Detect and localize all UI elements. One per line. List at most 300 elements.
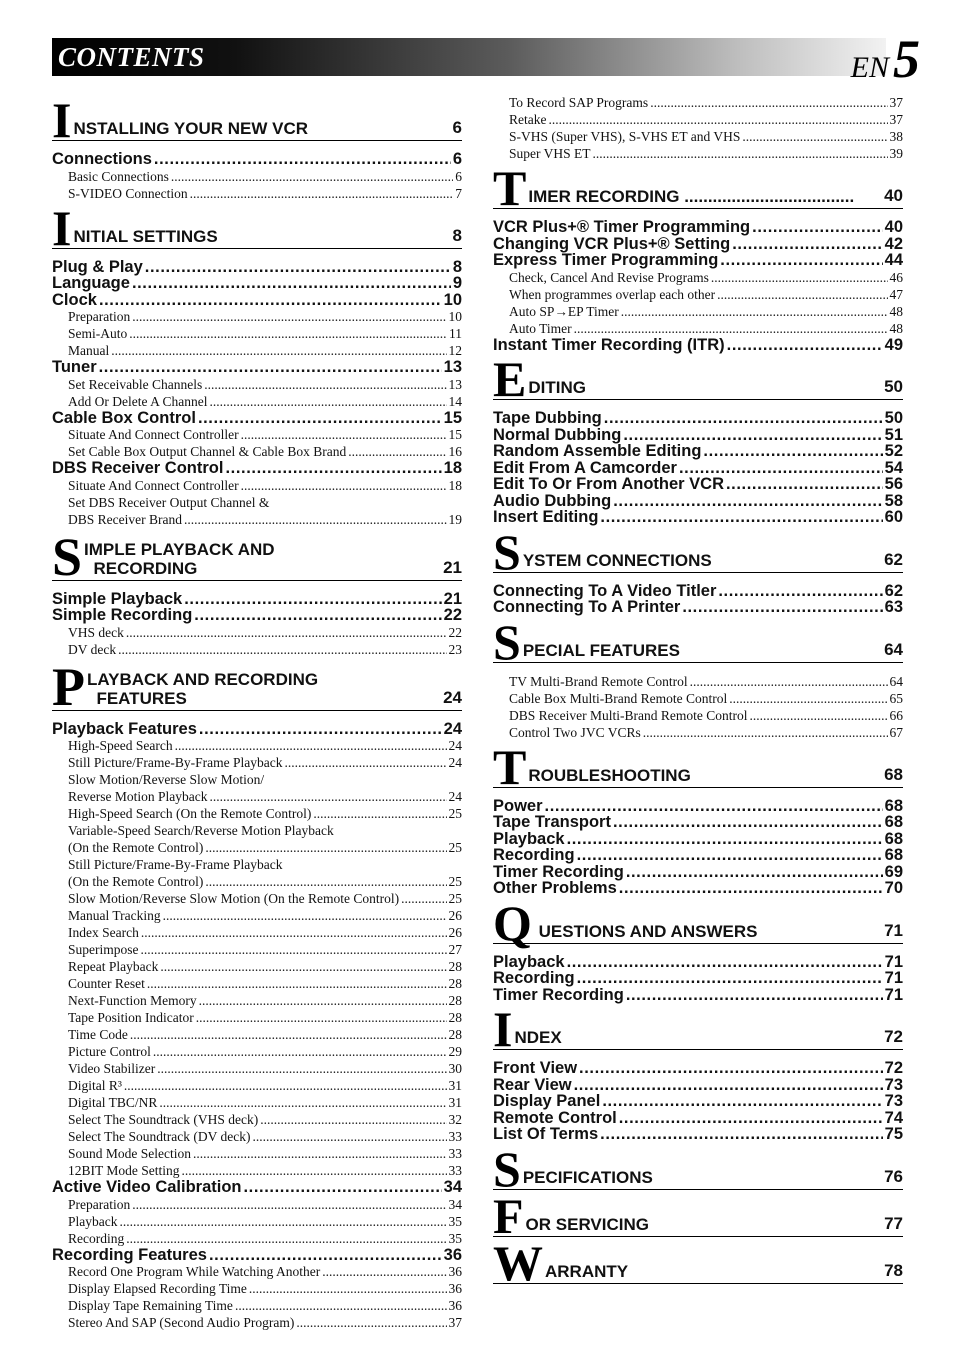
dot-leader [159,1094,446,1111]
toc-entry[interactable] [493,970,903,987]
dot-leader [643,724,888,741]
entry-title: Video Stabilizer [68,1061,156,1076]
entry-page: 36 [448,1298,462,1313]
dot-leader [579,1060,883,1077]
dot-leader [160,958,446,975]
toc-entry[interactable] [493,219,903,236]
entry-page: 44 [884,251,903,269]
section-initial: F [493,1187,524,1244]
toc-subentry[interactable] [52,185,462,202]
section-title: OR SERVICING [525,1214,649,1234]
toc-subentry[interactable] [52,511,462,528]
toc-entry[interactable] [493,476,903,493]
toc-subentry[interactable] [52,1314,462,1331]
dot-leader [130,1026,447,1043]
dot-leader [752,219,883,236]
dot-leader [711,269,888,286]
entry-page: 50 [884,409,903,427]
section-heading [493,1187,903,1244]
toc-subentry[interactable] [52,1111,462,1128]
entry-title: VHS deck [68,624,124,640]
section-initial: S [493,613,521,670]
toc-left-column [52,94,462,1331]
dot-leader [249,1280,447,1297]
entry-title: Recording [493,846,575,864]
entry-title: S-VHS (Super VHS), S-VHS ET and VHS [509,129,741,144]
toc-subentry[interactable] [493,673,903,690]
entry-title: Tape Position Indicator [68,1010,194,1025]
dot-leader [209,1247,442,1264]
section-page: 40 [884,186,903,205]
dot-leader [296,1314,446,1331]
dot-leader [205,839,446,856]
dot-leader [574,320,888,337]
toc-subentry[interactable] [493,303,903,320]
entry-title: Retake [509,112,547,127]
entry-page: 28 [448,1027,462,1042]
dot-leader [199,721,442,738]
toc-entry[interactable] [493,798,903,815]
entry-page: 18 [443,459,462,477]
dot-leader [348,443,446,460]
dot-leader [120,1213,447,1230]
dot-leader [626,987,883,1004]
entry-title: Timer Recording [493,985,624,1004]
dot-leader [720,252,882,269]
entry-page: 25 [448,806,462,821]
dot-leader [679,460,883,477]
toc-entry[interactable] [493,847,903,864]
toc-entry[interactable] [493,236,903,253]
toc-subentry[interactable] [52,426,462,443]
toc-subentry[interactable] [52,1230,462,1247]
toc-subentry[interactable] [493,724,903,741]
entry-title: DBS Receiver Multi-Brand Remote Control [509,707,748,723]
dot-leader [182,1162,447,1179]
entry-page: 65 [889,690,903,706]
page-number [851,28,920,90]
dot-leader [147,975,447,992]
entry-title: Record One Program While Watching Another [68,1264,321,1279]
entry-page: 12 [448,343,462,358]
entry-title: Recording Features [52,1245,207,1264]
entry-title: To Record SAP Programs [509,95,649,110]
dot-leader [196,1009,447,1026]
dot-leader [184,511,447,528]
spacer [493,788,903,798]
entry-title: Active Video Calibration [52,1178,242,1196]
entry-page: 7 [455,185,462,201]
entry-page: 73 [884,1075,903,1094]
dot-leader [623,427,882,444]
entry-page: 10 [448,309,462,324]
entry-title: High-Speed Search (On the Remote Control) [68,806,312,821]
entry-title: Express Timer Programming [493,251,719,269]
entry-title: Manual Tracking [68,908,161,923]
toc-entry[interactable] [52,292,462,309]
entry-title: Index Search [68,925,139,940]
section-page: 6 [452,118,462,137]
entry-page: 70 [884,879,903,897]
dot-leader [567,954,883,971]
toc-entry[interactable] [493,814,903,831]
entry-title: Digital TBC/NR [68,1095,158,1110]
toc-subentry[interactable] [52,624,462,641]
entry-page: 63 [884,598,903,616]
dot-leader [184,591,441,608]
dot-leader [682,599,882,616]
entry-page: 73 [884,1092,903,1110]
entry-title: Instant Timer Recording (ITR) [493,335,725,354]
section-heading [52,656,462,717]
toc-entry[interactable] [52,275,462,292]
dot-leader [163,907,447,924]
entry-title: Tuner [52,358,97,376]
entry-title: (On the Remote Control) [68,874,204,889]
toc-subentry[interactable] [52,376,462,393]
entry-title: Other Problems [493,879,617,897]
toc-entry[interactable] [493,599,903,616]
toc-subentry[interactable] [52,168,462,185]
toc-subentry[interactable] [493,286,903,303]
entry-title: Check, Cancel And Revise Programs [509,269,709,285]
dot-leader [132,275,451,292]
dot-leader [199,992,447,1009]
dot-leader [129,325,447,342]
dot-leader [205,873,446,890]
toc-subentry[interactable] [52,788,462,805]
toc-subentry[interactable] [52,393,462,410]
section-initial: P [52,656,85,717]
entry-page: 58 [884,491,903,510]
toc-subentry[interactable] [52,975,462,992]
dot-leader [284,754,446,771]
section-title: IMPLE PLAYBACK AND RECORDING [84,539,275,578]
dot-leader [621,303,888,320]
dot-leader [193,1145,447,1162]
entry-page: 37 [889,95,903,110]
toc-subentry[interactable] [52,1009,462,1026]
toc-entry[interactable] [493,583,903,600]
dot-leader [118,641,446,658]
entry-title: Audio Dubbing [493,491,612,510]
spacer [52,249,462,259]
entry-page: 38 [889,129,903,144]
entry-title: Remote Control [493,1108,617,1127]
entry-page: 36 [448,1264,462,1279]
section-page: 50 [884,377,903,396]
entry-page: 8 [452,257,462,276]
dot-leader [99,292,442,309]
toc-subentry[interactable] [52,325,462,342]
toc-subentry[interactable] [52,1263,462,1280]
toc-subentry[interactable] [493,320,903,337]
dot-leader [732,236,882,253]
section-initial: S [52,526,83,587]
toc-entry[interactable] [493,493,903,510]
toc-subentry[interactable] [52,754,462,771]
toc-subentry[interactable] [493,690,903,707]
entry-title: Select The Soundtrack (VHS deck) [68,1112,259,1127]
toc-entry[interactable] [52,359,462,376]
section-heading [52,92,462,148]
dot-leader [602,1093,882,1110]
entry-title: Rear View [493,1075,572,1094]
entry-page: 13 [448,376,462,392]
entry-page: 15 [448,427,462,442]
dot-leader [690,673,888,690]
entry-title: Still Picture/Frame-By-Frame Playback [68,755,283,770]
section-heading [493,1140,903,1197]
contents-banner [52,38,886,76]
entry-title: Manual [68,343,110,358]
toc-subentry[interactable] [52,1162,462,1179]
toc-subentry[interactable] [52,342,462,359]
entry-page: 31 [448,1078,462,1093]
toc-entry[interactable] [493,1060,903,1077]
entry-title: Stereo And SAP (Second Audio Program) [68,1315,295,1330]
entry-page: 71 [884,969,903,987]
entry-page: 72 [884,1059,903,1077]
entry-title: Playback Features [52,719,197,738]
section-page: 68 [884,764,903,784]
entry-page: 47 [889,286,903,302]
section-page: 64 [884,639,903,659]
dot-leader [545,798,883,815]
dot-leader [126,624,447,641]
toc-subentry[interactable] [52,924,462,941]
toc-entry[interactable] [493,410,903,427]
toc-entry[interactable] [493,337,903,354]
section-title: NITIAL SETTINGS [73,226,218,246]
dot-leader [204,376,446,393]
entry-title: TV Multi-Brand Remote Control [509,673,688,689]
page-title: CONTENTS [58,42,205,72]
entry-page: 37 [448,1315,462,1330]
toc-entry[interactable] [52,259,462,276]
toc-entry[interactable] [493,252,903,269]
entry-page: 30 [448,1061,462,1076]
toc-subentry[interactable] [52,1145,462,1162]
entry-page: 62 [884,581,903,600]
toc-subentry[interactable] [52,941,462,958]
section-page: 24 [443,687,462,707]
dot-leader [742,128,887,145]
toc-subentry[interactable] [52,1297,462,1314]
dot-leader [577,847,883,864]
toc-subentry-line: Still Picture/Frame-By-Frame Playback [68,857,283,872]
toc-subentry[interactable] [52,1213,462,1230]
dot-leader [600,509,882,526]
section-heading [52,526,462,587]
section-heading [493,1001,903,1057]
dot-leader [574,1077,883,1094]
section-heading [493,160,903,216]
entry-page: 34 [443,1178,462,1196]
toc-entry[interactable] [493,954,903,971]
toc-entry[interactable] [52,721,462,738]
entry-page: 28 [448,1010,462,1025]
toc-entry[interactable] [493,880,903,897]
toc-subentry-line: Variable-Speed Search/Reverse Motion Playback [68,823,334,838]
entry-page: 69 [884,862,903,881]
entry-page: 67 [889,724,903,740]
toc-subentry[interactable] [493,707,903,724]
section-initial: T [493,738,527,795]
toc-entry[interactable] [493,1077,903,1094]
toc-subentry[interactable] [493,269,903,286]
entry-page: 49 [884,335,903,354]
toc-entry[interactable] [493,831,903,848]
section-initial: S [493,523,521,580]
entry-title: High-Speed Search [68,738,173,753]
dot-leader [153,1043,447,1060]
toc-subentry[interactable] [52,907,462,924]
entry-title: Set Cable Box Output Channel & Cable Box Brand [68,444,347,459]
entry-page: 68 [884,813,903,831]
section-title: NSTALLING YOUR NEW VCR [73,119,309,138]
entry-title: 12BIT Mode Setting [68,1163,180,1178]
toc-subentry[interactable] [52,958,462,975]
toc-entry[interactable] [52,607,462,624]
entry-page: 36 [448,1281,462,1296]
entry-page: 6 [455,168,462,184]
toc-entry[interactable] [493,460,903,477]
spacer [493,944,903,954]
toc-subentry[interactable] [52,890,462,907]
toc-subentry[interactable] [52,477,462,494]
entry-page: 31 [448,1095,462,1110]
entry-page: 64 [889,673,903,689]
entry-title: Situate And Connect Controller [68,477,239,493]
toc-entry[interactable] [493,864,903,881]
entry-title: Next-Function Memory [68,993,197,1008]
entry-page: 28 [448,993,462,1008]
dot-leader [619,1110,883,1127]
entry-page: 75 [884,1125,903,1143]
dot-leader [401,890,446,907]
dot-leader [613,814,883,831]
toc-subentry[interactable] [52,873,462,890]
entry-title: Time Code [68,1027,128,1042]
toc-subentry[interactable] [52,443,462,460]
toc-entry[interactable] [52,410,462,427]
entry-title: Recording [68,1230,125,1246]
toc-subentry[interactable] [493,111,903,128]
toc-subentry[interactable] [52,1094,462,1111]
toc-subentry[interactable] [52,308,462,325]
entry-page: 11 [449,326,462,341]
toc-subentry[interactable] [493,128,903,145]
toc-subentry[interactable] [493,145,903,162]
entry-title: Superimpose [68,942,139,957]
entry-page: 24 [448,738,462,753]
toc-entry[interactable] [52,151,462,168]
toc-subentry[interactable] [52,1043,462,1060]
entry-page: 71 [884,985,903,1004]
entry-page: 46 [889,269,903,285]
toc-subentry[interactable] [52,1196,462,1213]
toc-subentry[interactable] [52,992,462,1009]
section-page: 77 [884,1213,903,1233]
toc-subentry[interactable] [52,1026,462,1043]
entry-title: Front View [493,1059,578,1077]
entry-page: 52 [884,442,903,460]
dot-leader [548,111,887,128]
toc-entry[interactable] [52,1247,462,1264]
entry-page: 10 [443,290,462,309]
toc-right-column [493,94,903,1291]
toc-subentry[interactable] [52,839,462,856]
dot-leader [626,864,883,881]
toc-entry[interactable] [493,987,903,1004]
entry-title: Picture Control [68,1044,151,1059]
entry-title: Insert Editing [493,508,599,526]
entry-title: Auto Timer [509,320,572,336]
section-title: PECIAL FEATURES [522,640,680,660]
entry-page: 16 [448,444,462,459]
entry-title: Changing VCR Plus+® Setting [493,234,731,253]
dot-leader [235,1297,447,1314]
entry-title: Cable Box Multi-Brand Remote Control [509,690,728,706]
dot-leader [593,145,888,162]
section-page: 78 [884,1260,903,1280]
toc-subentry[interactable] [52,805,462,822]
dot-leader [703,443,882,460]
toc-entry[interactable] [493,443,903,460]
section-page: 76 [884,1166,903,1186]
entry-title: Tape Transport [493,813,611,831]
toc-subentry[interactable] [52,1128,462,1145]
dot-leader [577,970,883,987]
toc-entry[interactable] [493,1126,903,1143]
entry-title: VCR Plus+® Timer Programming [493,218,751,236]
entry-page: 54 [884,458,903,477]
toc-entry[interactable] [52,460,462,477]
toc-subentry[interactable] [52,641,462,658]
entry-page: 6 [452,150,462,168]
toc-subentry[interactable] [52,737,462,754]
toc-entry[interactable] [493,427,903,444]
entry-title: Add Or Delete A Channel [68,393,208,409]
toc-entry[interactable] [493,1110,903,1127]
section-page: 72 [884,1027,903,1046]
entry-page: 9 [452,274,462,292]
toc-entry[interactable] [52,591,462,608]
toc-subentry[interactable] [52,1077,462,1094]
dot-leader [313,805,446,822]
toc-entry[interactable] [52,1179,462,1196]
toc-subentry[interactable] [493,94,903,111]
entry-page: 48 [889,303,903,319]
entry-page: 26 [448,925,462,940]
toc-subentry[interactable] [52,1060,462,1077]
toc-subentry[interactable] [52,1280,462,1297]
dot-leader [241,477,447,494]
dot-leader [209,788,446,805]
spacer [493,663,903,673]
entry-page: 68 [884,829,903,848]
dot-leader [322,1263,446,1280]
toc-entry[interactable] [493,509,903,526]
dot-leader [718,583,882,600]
dot-leader [613,493,882,510]
entry-title: Control Two JVC VCRs [509,724,641,740]
entry-page: 68 [884,796,903,815]
dot-leader [209,393,446,410]
toc-entry[interactable] [493,1093,903,1110]
section-initial: S [493,1140,521,1197]
